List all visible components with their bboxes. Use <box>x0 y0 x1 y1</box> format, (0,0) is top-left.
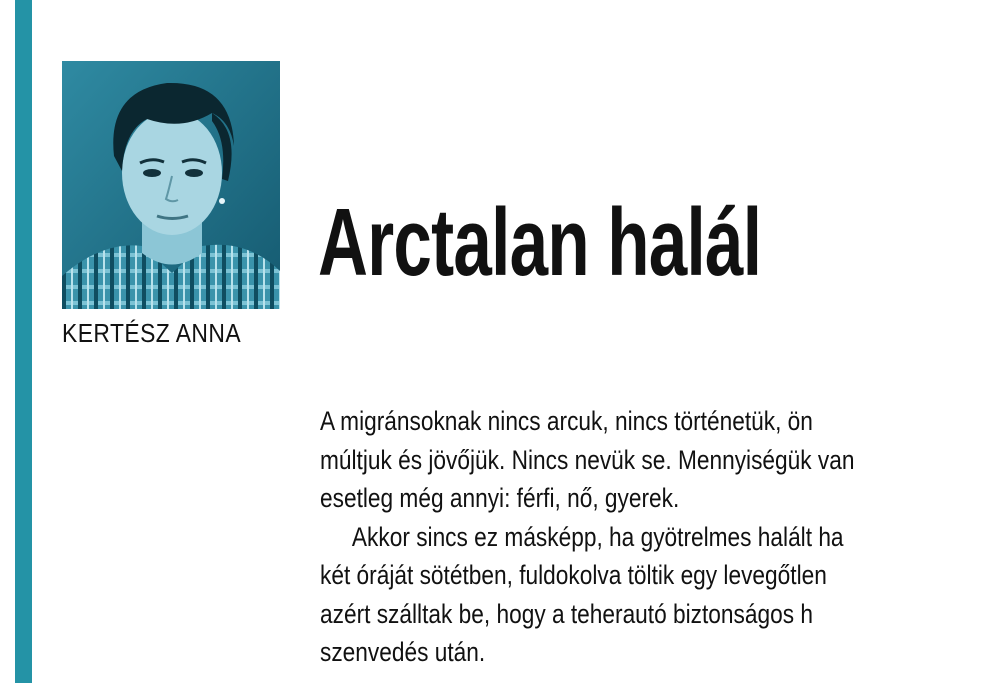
body-line: szenvedés után. <box>320 637 486 667</box>
body-line: két óráját sötétben, fuldokolva töltik egy levegőtlen <box>320 560 827 590</box>
author-name: KERTÉSZ ANNA <box>62 318 242 348</box>
article-body <box>320 402 1000 672</box>
article-title: Arctalan halál <box>318 189 762 296</box>
author-portrait <box>62 61 280 309</box>
body-line: Akkor sincs ez másképp, ha gyötrelmes halált ha <box>351 521 844 552</box>
accent-bar <box>15 0 32 683</box>
body-line: azért szálltak be, hogy a teherautó biztonságos h <box>320 598 813 629</box>
body-line: múltjuk és jövőjük. Nincs nevük se. Mennyiségük van <box>320 444 855 475</box>
author-portrait-photo <box>62 61 280 309</box>
body-line: A migránsoknak nincs arcuk, nincs történetük, ön <box>320 406 813 436</box>
body-line: esetleg még annyi: férfi, nő, gyerek. <box>320 483 680 513</box>
